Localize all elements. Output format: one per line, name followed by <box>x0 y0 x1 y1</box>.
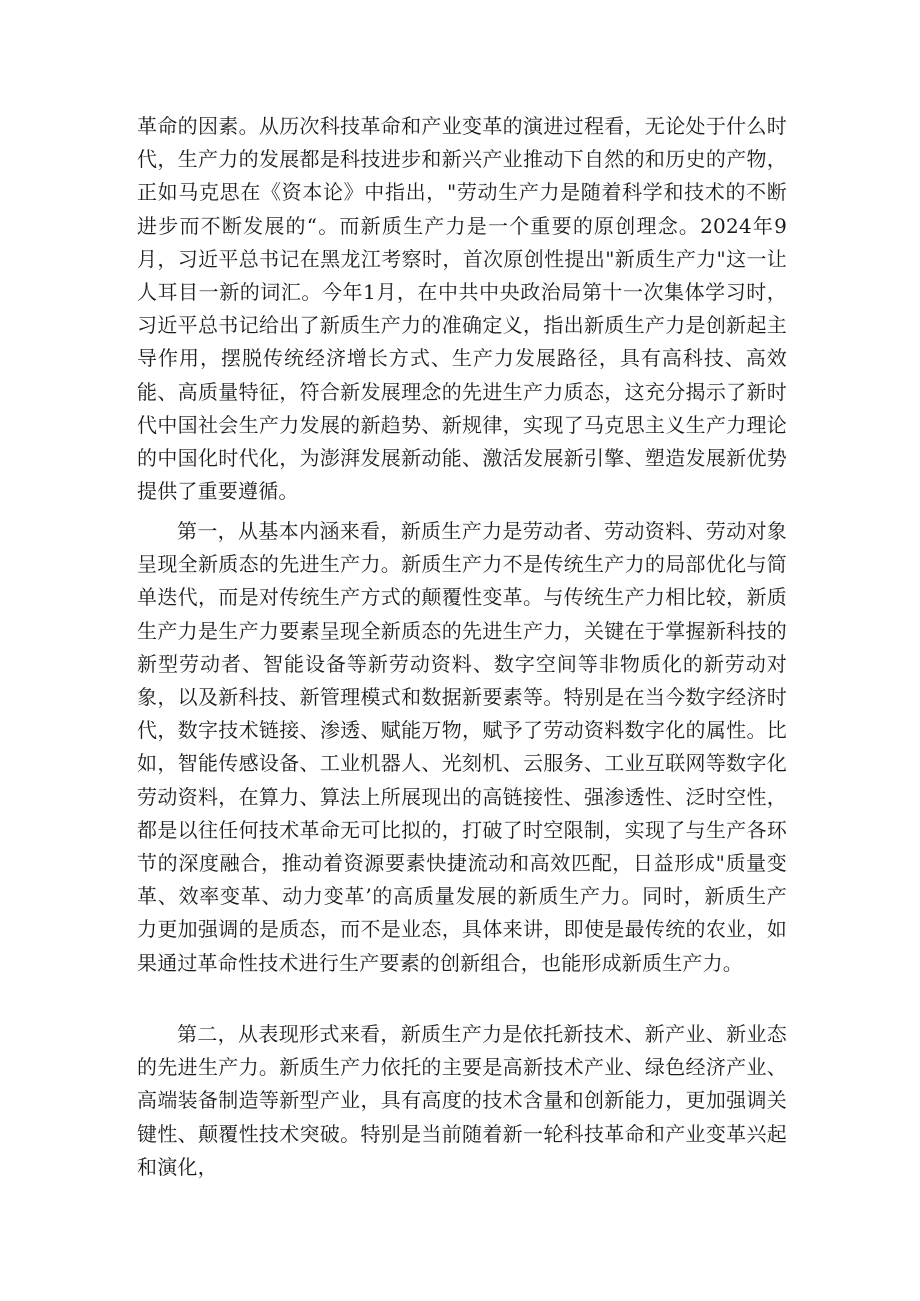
paragraph-revolution-factors: 革命的因素。从历次科技革命和产业变革的演进过程看，无论处于什么时代，生产力的发展都是科技进步和新兴产业推动下自然的和历史的产物，正如马克思在《资本论》中指出，"劳动生产力是随着科学和技术的不断进步而不断发展的“。而新质生产力是一个重要的原创理念。2024年9月，习近平总书记在黑龙江考察时，首次原创性提出"新质生产力"这一让人耳目一新的词汇。今年1月，在中共中央政治局第十一次集体学习时，习近平总书记给出了新质生产力的准确定义，指出新质生产力是创新起主导作用，摆脱传统经济增长方式、生产力发展路径，具有高科技、高效能、高质量特征，符合新发展理念的先进生产力质态，这充分揭示了新时代中国社会生产力发展的新趋势、新规律，实现了马克思主义生产力理论的中国化时代化，为澎湃发展新动能、激活发展新引擎、塑造发展新优势提供了重要遵循。 <box>137 114 787 504</box>
paragraph-manifestation: 第二，从表现形式来看，新质生产力是依托新技术、新产业、新业态的先进生产力。新质生产力依托的主要是高新技术产业、绿色经济产业、高端装备制造等新型产业，具有高度的技术含量和创新能力，更加强调关键性、颠覆性技术突破。特别是当前随着新一轮科技革命和产业变革兴起和演化， <box>137 1022 787 1179</box>
paragraph-basic-connotation: 第一，从基本内涵来看，新质生产力是劳动者、劳动资料、劳动对象呈现全新质态的先进生产力。新质生产力不是传统生产力的局部优化与简单迭代，而是对传统生产方式的颠覆性变革。与传统生产力相比较，新质生产力是生产力要素呈现全新质态的先进生产力，关键在于掌握新科技的新型劳动者、智能设备等新劳动资料、数字空间等非物质化的新劳动对象，以及新科技、新管理模式和数据新要素等。特别是在当今数字经济时代，数字技术链接、渗透、赋能万物，赋予了劳动资料数字化的属性。比如，智能传感设备、工业机器人、光刻机、云服务、工业互联网等数字化劳动资料，在算力、算法上所展现出的高链接性、强渗透性、泛时空性，都是以往任何技术革命无可比拟的，打破了时空限制，实现了与生产各环节的深度融合，推动着资源要素快捷流动和高效匹配，日益形成"质量变革、效率变革、动力变革’的高质量发展的新质生产力。同时，新质生产力更加强调的是质态，而不是业态，具体来讲，即使是最传统的农业，如果通过革命性技术进行生产要素的创新组合，也能形成新质生产力。 <box>137 519 787 975</box>
